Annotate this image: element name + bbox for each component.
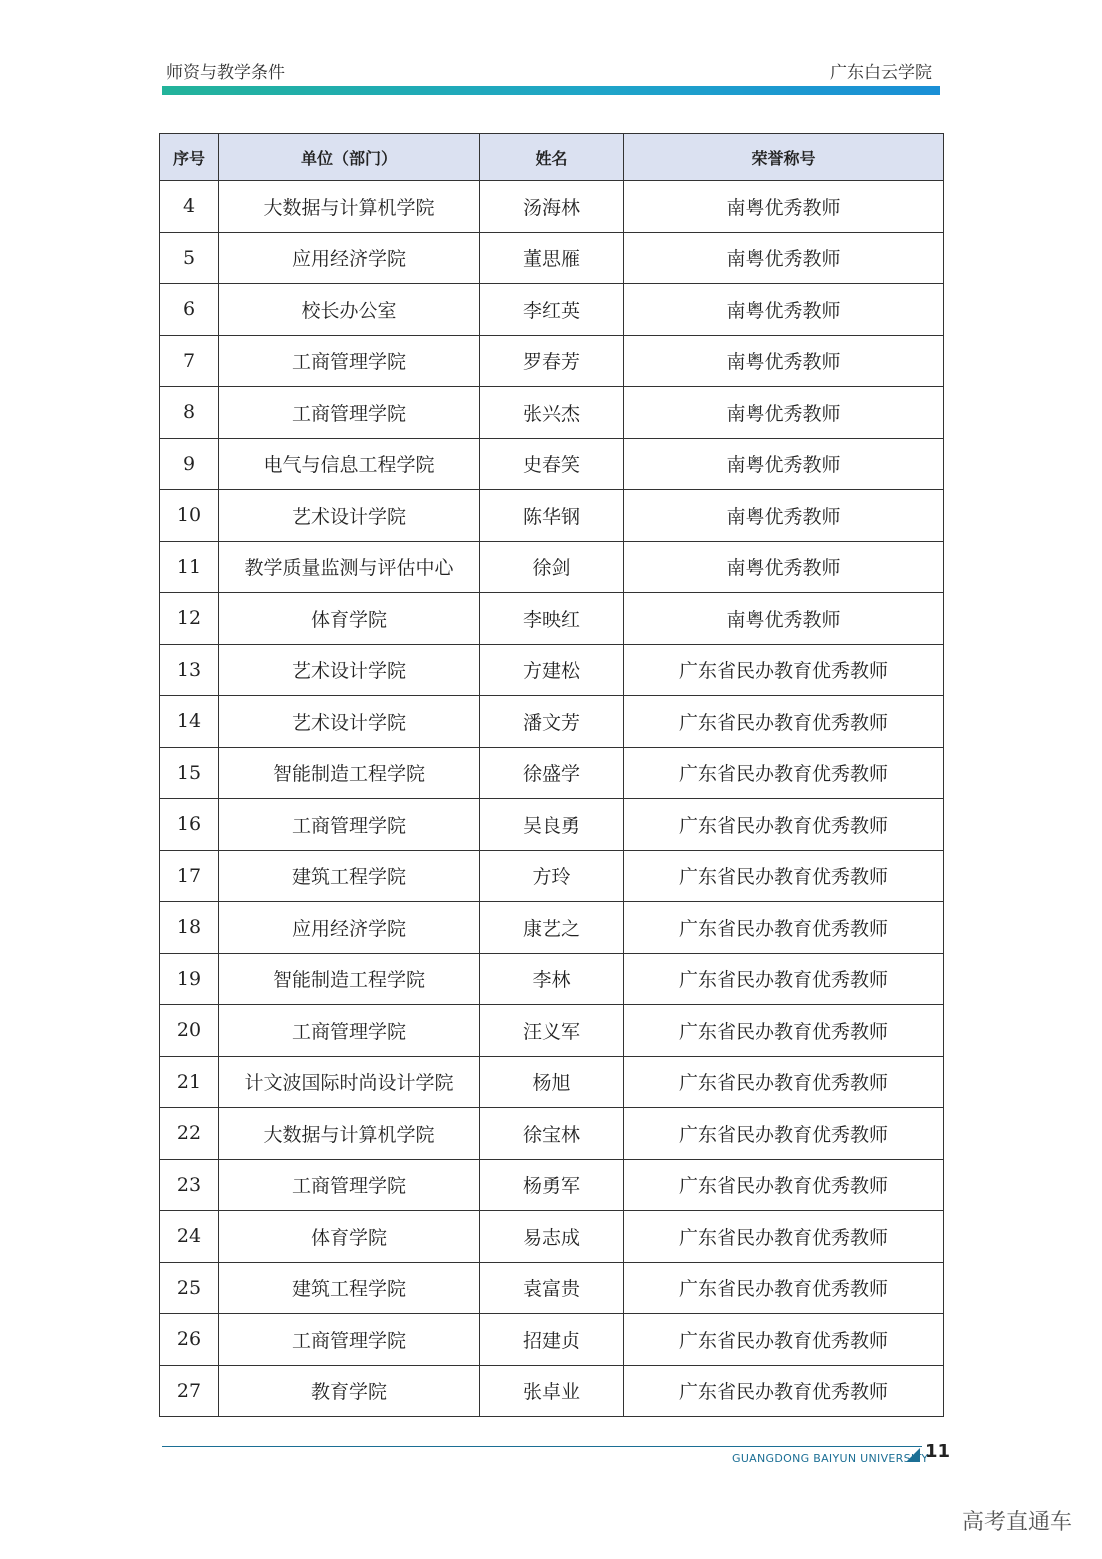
cell-honor-title: 广东省民办教育优秀教师 <box>624 1056 944 1108</box>
cell-honor-title: 南粤优秀教师 <box>624 335 944 387</box>
cell-name: 杨旭 <box>480 1056 624 1108</box>
cell-serial-number: 24 <box>160 1211 219 1263</box>
table-row <box>160 1262 944 1314</box>
cell-serial-number: 20 <box>160 1005 219 1057</box>
cell-unit: 艺术设计学院 <box>219 644 480 696</box>
cell-serial-number: 25 <box>160 1262 219 1314</box>
table-row <box>160 1108 944 1160</box>
footer-triangle-icon <box>906 1448 920 1462</box>
cell-serial-number: 15 <box>160 747 219 799</box>
page-header-left: 师资与教学条件 <box>166 63 285 83</box>
cell-name: 董思雁 <box>480 232 624 284</box>
table-row <box>160 902 944 954</box>
header-unit: 单位（部门） <box>219 134 480 181</box>
table-row <box>160 696 944 748</box>
cell-serial-number: 18 <box>160 902 219 954</box>
cell-unit: 建筑工程学院 <box>219 850 480 902</box>
cell-serial-number: 13 <box>160 644 219 696</box>
cell-name: 汤海林 <box>480 181 624 233</box>
table-row <box>160 850 944 902</box>
cell-unit: 应用经济学院 <box>219 232 480 284</box>
cell-unit: 工商管理学院 <box>219 1159 480 1211</box>
header-serial-number: 序号 <box>160 134 219 181</box>
cell-name: 方建松 <box>480 644 624 696</box>
cell-unit: 工商管理学院 <box>219 799 480 851</box>
cell-honor-title: 广东省民办教育优秀教师 <box>624 747 944 799</box>
cell-honor-title: 南粤优秀教师 <box>624 438 944 490</box>
cell-name: 徐宝林 <box>480 1108 624 1160</box>
table-row <box>160 799 944 851</box>
cell-name: 方玲 <box>480 850 624 902</box>
footer-line <box>162 1446 922 1447</box>
cell-honor-title: 广东省民办教育优秀教师 <box>624 1314 944 1366</box>
cell-name: 汪义军 <box>480 1005 624 1057</box>
cell-unit: 应用经济学院 <box>219 902 480 954</box>
cell-name: 袁富贵 <box>480 1262 624 1314</box>
table-row <box>160 1211 944 1263</box>
table-row <box>160 1365 944 1417</box>
cell-unit: 教育学院 <box>219 1365 480 1417</box>
header-name: 姓名 <box>480 134 624 181</box>
cell-unit: 体育学院 <box>219 1211 480 1263</box>
cell-honor-title: 广东省民办教育优秀教师 <box>624 1365 944 1417</box>
cell-name: 史春笑 <box>480 438 624 490</box>
cell-unit: 计文波国际时尚设计学院 <box>219 1056 480 1108</box>
cell-honor-title: 广东省民办教育优秀教师 <box>624 902 944 954</box>
cell-unit: 智能制造工程学院 <box>219 747 480 799</box>
cell-honor-title: 南粤优秀教师 <box>624 387 944 439</box>
watermark: 高考直通车 <box>961 1510 1072 1535</box>
cell-honor-title: 广东省民办教育优秀教师 <box>624 850 944 902</box>
cell-unit: 校长办公室 <box>219 284 480 336</box>
cell-serial-number: 8 <box>160 387 219 439</box>
footer-university-name: GUANGDONG BAIYUN UNIVERSITY <box>732 1452 929 1465</box>
cell-unit: 体育学院 <box>219 593 480 645</box>
honors-table <box>159 133 944 1417</box>
cell-name: 张卓业 <box>480 1365 624 1417</box>
cell-unit: 工商管理学院 <box>219 335 480 387</box>
cell-serial-number: 19 <box>160 953 219 1005</box>
cell-honor-title: 广东省民办教育优秀教师 <box>624 1108 944 1160</box>
cell-honor-title: 南粤优秀教师 <box>624 232 944 284</box>
table-row <box>160 1159 944 1211</box>
cell-name: 易志成 <box>480 1211 624 1263</box>
cell-unit: 教学质量监测与评估中心 <box>219 541 480 593</box>
cell-serial-number: 21 <box>160 1056 219 1108</box>
header-honor-title: 荣誉称号 <box>624 134 944 181</box>
cell-serial-number: 6 <box>160 284 219 336</box>
cell-name: 吴良勇 <box>480 799 624 851</box>
cell-serial-number: 4 <box>160 181 219 233</box>
cell-serial-number: 27 <box>160 1365 219 1417</box>
cell-serial-number: 12 <box>160 593 219 645</box>
cell-serial-number: 10 <box>160 490 219 542</box>
cell-serial-number: 17 <box>160 850 219 902</box>
cell-unit: 大数据与计算机学院 <box>219 181 480 233</box>
cell-serial-number: 14 <box>160 696 219 748</box>
cell-unit: 艺术设计学院 <box>219 696 480 748</box>
cell-honor-title: 南粤优秀教师 <box>624 490 944 542</box>
table-row <box>160 644 944 696</box>
cell-unit: 工商管理学院 <box>219 1314 480 1366</box>
cell-honor-title: 广东省民办教育优秀教师 <box>624 799 944 851</box>
table-row <box>160 541 944 593</box>
cell-name: 陈华钢 <box>480 490 624 542</box>
cell-name: 徐盛学 <box>480 747 624 799</box>
cell-honor-title: 广东省民办教育优秀教师 <box>624 644 944 696</box>
cell-name: 罗春芳 <box>480 335 624 387</box>
table-header-row <box>160 134 944 181</box>
cell-honor-title: 南粤优秀教师 <box>624 541 944 593</box>
cell-unit: 工商管理学院 <box>219 1005 480 1057</box>
cell-name: 杨勇军 <box>480 1159 624 1211</box>
header-gradient-bar <box>162 86 940 95</box>
cell-honor-title: 广东省民办教育优秀教师 <box>624 1005 944 1057</box>
cell-serial-number: 5 <box>160 232 219 284</box>
cell-serial-number: 16 <box>160 799 219 851</box>
table-row <box>160 1314 944 1366</box>
cell-name: 李红英 <box>480 284 624 336</box>
cell-honor-title: 南粤优秀教师 <box>624 181 944 233</box>
cell-honor-title: 广东省民办教育优秀教师 <box>624 696 944 748</box>
cell-serial-number: 7 <box>160 335 219 387</box>
table-row <box>160 335 944 387</box>
cell-serial-number: 9 <box>160 438 219 490</box>
cell-serial-number: 11 <box>160 541 219 593</box>
page-number: 11 <box>925 1441 951 1462</box>
cell-honor-title: 广东省民办教育优秀教师 <box>624 1159 944 1211</box>
cell-name: 潘文芳 <box>480 696 624 748</box>
cell-name: 招建贞 <box>480 1314 624 1366</box>
table-row <box>160 490 944 542</box>
cell-serial-number: 22 <box>160 1108 219 1160</box>
cell-honor-title: 广东省民办教育优秀教师 <box>624 1211 944 1263</box>
cell-honor-title: 广东省民办教育优秀教师 <box>624 953 944 1005</box>
cell-unit: 智能制造工程学院 <box>219 953 480 1005</box>
table-row <box>160 387 944 439</box>
cell-unit: 工商管理学院 <box>219 387 480 439</box>
table-row <box>160 284 944 336</box>
cell-honor-title: 南粤优秀教师 <box>624 593 944 645</box>
table-row <box>160 953 944 1005</box>
table-row <box>160 1005 944 1057</box>
cell-unit: 大数据与计算机学院 <box>219 1108 480 1160</box>
table-row <box>160 181 944 233</box>
cell-honor-title: 南粤优秀教师 <box>624 284 944 336</box>
table-row <box>160 747 944 799</box>
cell-name: 康艺之 <box>480 902 624 954</box>
table-body <box>160 181 944 1417</box>
page-header-right: 广东白云学院 <box>830 63 932 83</box>
table-row <box>160 438 944 490</box>
cell-name: 李映红 <box>480 593 624 645</box>
cell-unit: 建筑工程学院 <box>219 1262 480 1314</box>
cell-unit: 艺术设计学院 <box>219 490 480 542</box>
cell-serial-number: 23 <box>160 1159 219 1211</box>
table-row <box>160 593 944 645</box>
cell-serial-number: 26 <box>160 1314 219 1366</box>
cell-name: 张兴杰 <box>480 387 624 439</box>
cell-honor-title: 广东省民办教育优秀教师 <box>624 1262 944 1314</box>
cell-unit: 电气与信息工程学院 <box>219 438 480 490</box>
table-row <box>160 232 944 284</box>
cell-name: 李林 <box>480 953 624 1005</box>
table-row <box>160 1056 944 1108</box>
cell-name: 徐剑 <box>480 541 624 593</box>
